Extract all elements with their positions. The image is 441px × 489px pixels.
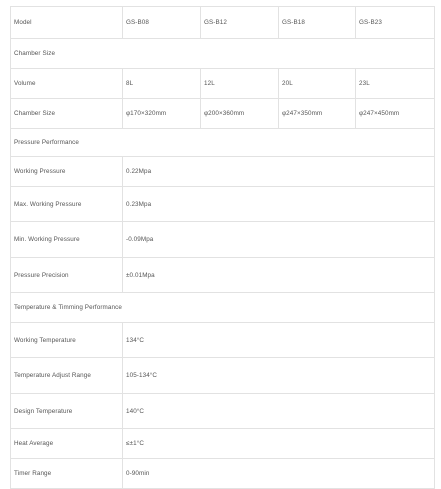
row-label: Temperature Adjust Range [11,358,123,394]
pressure-precision-value: ±0.01Mpa [123,258,435,293]
row-section-temperature [11,293,435,323]
model-value: GS-B12 [201,7,279,39]
model-value: GS-B08 [123,7,201,39]
row-label: Chamber Size [11,99,123,129]
max-pressure-value: 0.23Mpa [123,187,435,222]
row-working-temperature [11,323,435,358]
model-value: GS-B18 [279,7,356,39]
working-temperature-value: 134°C [123,323,435,358]
row-heat-average [11,429,435,459]
row-label: Volume [11,69,123,99]
volume-value: 20L [279,69,356,99]
temperature-adjust-value: 105-134°C [123,358,435,394]
section-heading: Pressure Performance [11,129,435,157]
model-label: Model [11,7,123,39]
row-label: Min. Working Pressure [11,222,123,258]
chamber-size-value: φ247×350mm [279,99,356,129]
row-label: Max. Working Pressure [11,187,123,222]
timer-range-value: 0-90min [123,459,435,489]
chamber-size-value: φ170×320mm [123,99,201,129]
row-label: Working Pressure [11,157,123,187]
row-label: Design Temperature [11,394,123,429]
row-model [11,7,435,39]
spec-table [10,6,435,489]
working-pressure-value: 0.22Mpa [123,157,435,187]
row-volume [11,69,435,99]
row-label: Timer Range [11,459,123,489]
chamber-size-value: φ247×450mm [356,99,435,129]
row-temperature-adjust [11,358,435,394]
row-chamber-size [11,99,435,129]
row-label: Pressure Precision [11,258,123,293]
row-pressure-precision [11,258,435,293]
row-label: Heat Average [11,429,123,459]
section-heading: Chamber Size [11,39,435,69]
row-label: Working Temperature [11,323,123,358]
model-value: GS-B23 [356,7,435,39]
row-working-pressure [11,157,435,187]
heat-average-value: ≤±1°C [123,429,435,459]
section-heading: Temperature & Timming Performance [11,293,435,323]
row-timer-range [11,459,435,489]
row-section-chamber [11,39,435,69]
row-design-temperature [11,394,435,429]
volume-value: 8L [123,69,201,99]
chamber-size-value: φ200×360mm [201,99,279,129]
row-min-pressure [11,222,435,258]
min-pressure-value: -0.09Mpa [123,222,435,258]
volume-value: 23L [356,69,435,99]
volume-value: 12L [201,69,279,99]
design-temperature-value: 140°C [123,394,435,429]
row-section-pressure [11,129,435,157]
row-max-pressure [11,187,435,222]
